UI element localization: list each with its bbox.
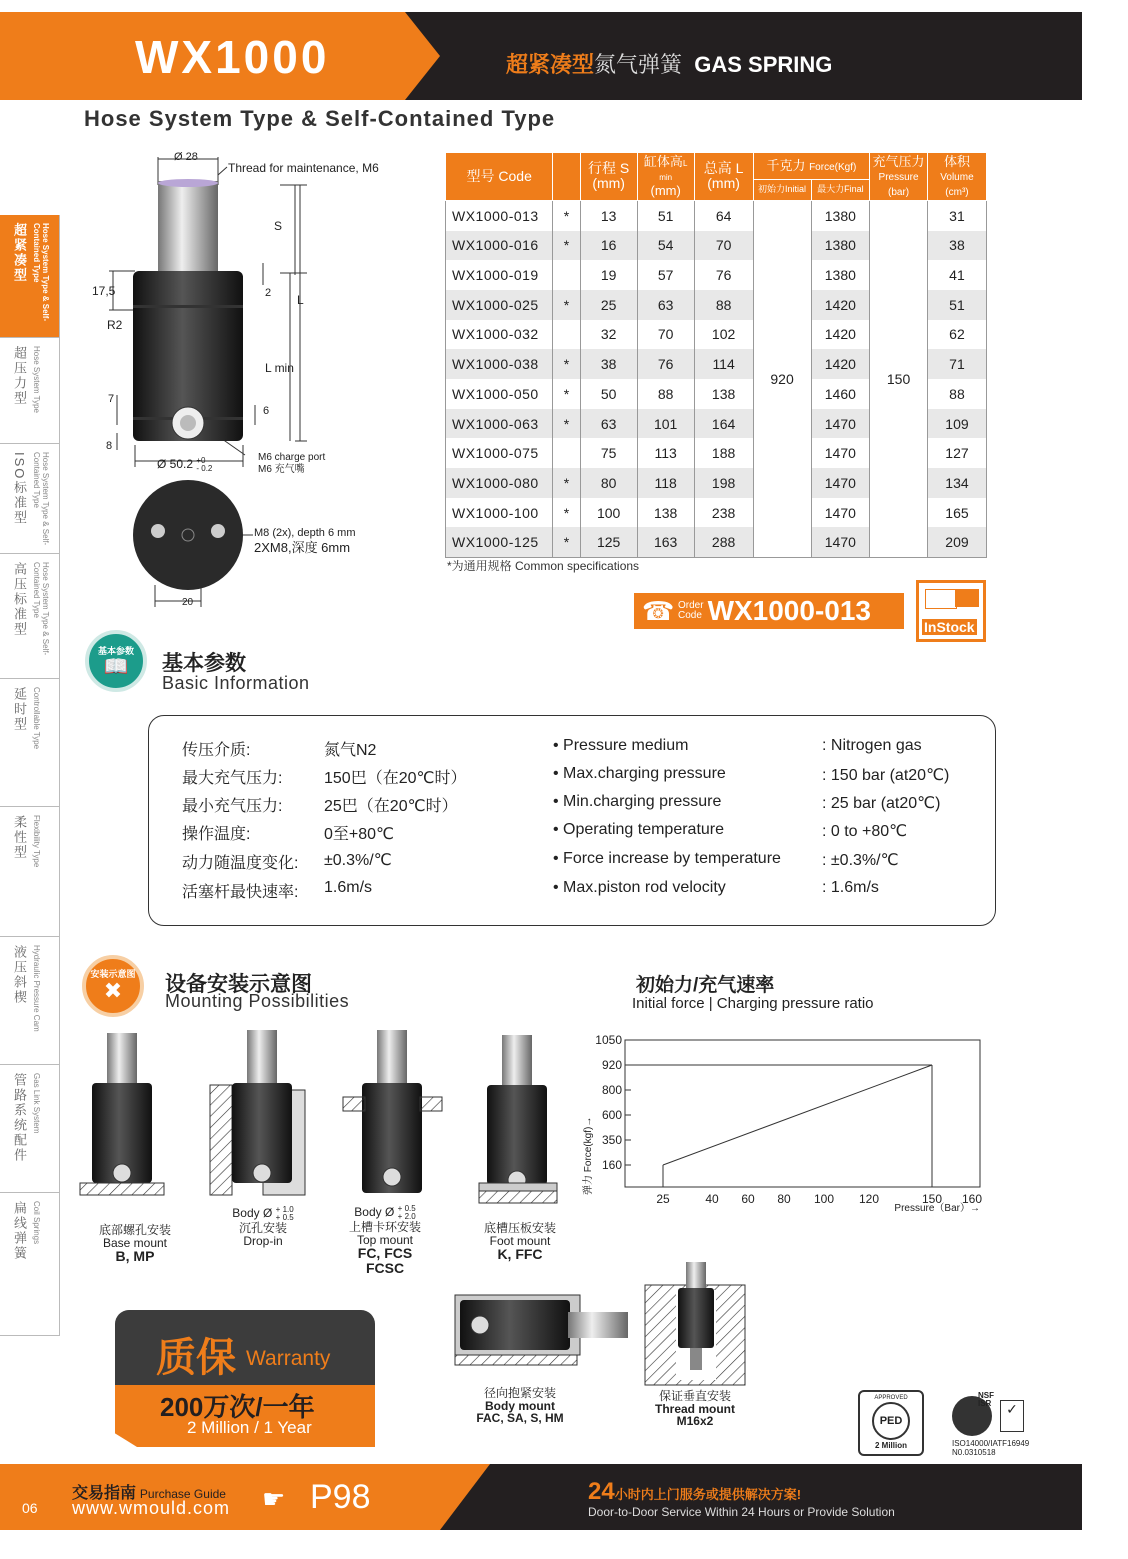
subtitle-cn1: 超紧凑型 bbox=[506, 52, 595, 77]
dim-diameter-50 bbox=[157, 457, 212, 473]
guide-en: Purchase Guide bbox=[139, 1487, 226, 1501]
info-label-en: • Pressure medium bbox=[553, 737, 689, 754]
y-tick-label: 350 bbox=[601, 1133, 622, 1147]
th-volume-label: 体积 bbox=[943, 154, 970, 169]
info-label-cn: 最小充气压力: bbox=[182, 798, 283, 815]
mount-base bbox=[80, 1224, 190, 1264]
initial-force-chart bbox=[575, 1020, 995, 1220]
cell-stroke: 25 bbox=[580, 290, 637, 320]
cell-length: 114 bbox=[694, 349, 753, 379]
cell-star: * bbox=[553, 200, 580, 230]
cell-stroke: 80 bbox=[580, 468, 637, 498]
cell-code: WX1000-100 bbox=[446, 498, 553, 528]
info-value-en: : 150 bar (at20℃) bbox=[822, 767, 950, 784]
ped-approved: APPROVED bbox=[874, 1395, 908, 1401]
m8-en: M8 (2x), depth 6 mm bbox=[254, 527, 356, 539]
th-force bbox=[753, 153, 870, 180]
dim-7: 7 bbox=[108, 393, 115, 405]
y-tick-label: 160 bbox=[601, 1158, 622, 1172]
pointing-hand-icon: ☛ bbox=[262, 1484, 286, 1514]
warranty-term-cn: 200万次/一年 bbox=[160, 1392, 315, 1422]
cell-code: WX1000-080 bbox=[446, 468, 553, 498]
cell-code: WX1000-016 bbox=[446, 231, 553, 261]
mount-en: Foot mount bbox=[489, 1233, 551, 1248]
cell-length: 76 bbox=[694, 260, 753, 290]
mounting-illustrations-2 bbox=[450, 1260, 750, 1390]
info-label-cn: 活塞杆最快速率: bbox=[182, 884, 299, 901]
mount-en: Base mount bbox=[102, 1235, 168, 1250]
dim-d50-value: Ø 50.2 bbox=[157, 457, 194, 472]
y-tick-label: 600 bbox=[601, 1108, 622, 1122]
product-title: WX1000 bbox=[135, 31, 330, 83]
cell-length: 138 bbox=[694, 379, 753, 409]
mount-en: Drop-in bbox=[243, 1233, 283, 1248]
cell-stroke: 63 bbox=[580, 409, 637, 439]
th-pressure-unit: (bar) bbox=[887, 186, 910, 198]
mount-tol-down: + 0.5 bbox=[275, 1213, 294, 1222]
chart-title: 初始力/充气速率 bbox=[636, 975, 775, 996]
y-tick-label: 800 bbox=[601, 1083, 622, 1097]
sidebar-label: 延时型 bbox=[12, 687, 27, 732]
order-label: Order bbox=[678, 600, 704, 611]
cell-stroke: 75 bbox=[580, 438, 637, 468]
cell-final: 1380 bbox=[811, 231, 870, 261]
dim-length-lmin: L min bbox=[265, 361, 294, 375]
warranty-banner bbox=[115, 1310, 375, 1388]
sidebar-item-flexibility[interactable] bbox=[0, 807, 60, 937]
th-pressure-en: Pressure bbox=[878, 172, 919, 184]
dim-r2: R2 bbox=[107, 318, 123, 332]
common-spec-note: *为通用规格 Common specifications bbox=[447, 559, 640, 573]
cell-volume: 38 bbox=[927, 231, 986, 261]
ukas-check-icon: ✓ bbox=[1000, 1400, 1024, 1432]
cell-lmin: 113 bbox=[637, 438, 694, 468]
cell-length: 238 bbox=[694, 498, 753, 528]
service-hours: 24 bbox=[588, 1478, 615, 1505]
warranty-cn: 质保 bbox=[156, 1336, 236, 1380]
mounting-illustrations bbox=[75, 1025, 595, 1210]
cell-lmin: 70 bbox=[637, 320, 694, 350]
cell-pressure: 150 bbox=[870, 200, 928, 557]
page-subtitle: Hose System Type & Self-Contained Type bbox=[84, 106, 556, 131]
cell-length: 88 bbox=[694, 290, 753, 320]
mount-code: FC, FCS bbox=[357, 1245, 413, 1262]
info-value-cn: 25巴（在20℃时） bbox=[324, 798, 458, 815]
sidebar-item-controllable[interactable] bbox=[0, 679, 60, 807]
cell-volume: 62 bbox=[927, 320, 986, 350]
cell-volume: 109 bbox=[927, 409, 986, 439]
spec-table bbox=[445, 152, 987, 558]
cell-code: WX1000-025 bbox=[446, 290, 553, 320]
cell-lmin: 88 bbox=[637, 379, 694, 409]
cell-volume: 209 bbox=[927, 527, 986, 557]
info-value-en: : 1.6m/s bbox=[822, 879, 879, 896]
cell-final: 1460 bbox=[811, 379, 870, 409]
in-stock-label: InStock bbox=[924, 619, 975, 635]
info-value-cn: 氮气N2 bbox=[324, 742, 377, 759]
sidebar-label: 液压斜楔 bbox=[12, 945, 27, 1005]
x-tick-label: 25 bbox=[656, 1192, 670, 1206]
th-force-label: 千克力 bbox=[766, 157, 806, 173]
basic-info-badge bbox=[85, 630, 147, 692]
mount-top bbox=[335, 1205, 435, 1276]
cell-final: 1420 bbox=[811, 290, 870, 320]
subtitle-en: GAS SPRING bbox=[694, 52, 833, 77]
code-label: Code bbox=[678, 610, 702, 621]
mount-foot bbox=[470, 1222, 570, 1262]
sidebar-label-en: Hose System Type & Self-Contained Type bbox=[32, 562, 50, 656]
warranty-en: Warranty bbox=[246, 1347, 331, 1370]
sidebar-item-iso-standard[interactable] bbox=[0, 444, 60, 554]
info-label-en: • Operating temperature bbox=[553, 821, 725, 838]
cell-length: 64 bbox=[694, 200, 753, 230]
info-label-cn: 最大充气压力: bbox=[182, 770, 283, 787]
th-lmin-unit: (mm) bbox=[650, 182, 681, 198]
mount-cn: 上槽卡环安装 bbox=[348, 1220, 421, 1234]
th-lmin-label: 缸体高 bbox=[643, 154, 683, 169]
in-stock-badge bbox=[916, 580, 986, 642]
dim-20: 20 bbox=[182, 597, 194, 608]
th-length bbox=[694, 153, 753, 201]
cell-final: 1420 bbox=[811, 349, 870, 379]
cell-length: 288 bbox=[694, 527, 753, 557]
mount-cn: 径向抱紧安装 bbox=[483, 1386, 556, 1400]
tol-down: - 0.2 bbox=[196, 464, 213, 473]
product-subtitle bbox=[506, 48, 832, 79]
mount-en: Thread mount bbox=[655, 1401, 735, 1416]
x-tick-label: 150 bbox=[921, 1192, 943, 1206]
sidebar-label: 超压力型 bbox=[12, 346, 27, 406]
mounting-badge-text: 安装示意图 bbox=[90, 969, 136, 979]
info-value-cn: 150巴（在20℃时） bbox=[324, 770, 467, 787]
info-value-en: : 0 to +80℃ bbox=[822, 823, 908, 840]
cell-star: * bbox=[553, 379, 580, 409]
x-axis-label: Pressure（Bar）→ bbox=[894, 1203, 980, 1214]
mount-body: Body Ø bbox=[354, 1205, 395, 1220]
phone-icon: ☎ bbox=[642, 596, 675, 626]
sidebar-item-gas-link[interactable] bbox=[0, 1065, 60, 1193]
y-tick-label: 1050 bbox=[595, 1033, 622, 1047]
cell-length: 188 bbox=[694, 438, 753, 468]
x-tick-label: 40 bbox=[705, 1192, 719, 1206]
info-label-cn: 传压介质: bbox=[182, 742, 251, 759]
info-value-en: : 25 bar (at20℃) bbox=[822, 795, 941, 812]
sidebar-label: 高压标准型 bbox=[12, 562, 27, 637]
cell-lmin: 57 bbox=[637, 260, 694, 290]
sidebar-label-en: Coil Springs bbox=[32, 1201, 41, 1245]
x-tick-label: 100 bbox=[813, 1192, 835, 1206]
cell-stroke: 125 bbox=[580, 527, 637, 557]
m8-label bbox=[254, 527, 355, 556]
cell-code: WX1000-063 bbox=[446, 409, 553, 439]
mount-cn: 底部螺孔安装 bbox=[98, 1223, 171, 1237]
nsf-text: NSF bbox=[978, 1391, 994, 1400]
mounting-badge bbox=[82, 955, 144, 1017]
th-volume bbox=[927, 153, 986, 201]
cell-final: 1470 bbox=[811, 468, 870, 498]
sidebar-label-en: Controllable Type bbox=[32, 687, 41, 750]
sidebar-label-en: Hydraulic Pressure Cam bbox=[32, 945, 41, 1032]
info-value-cn: 1.6m/s bbox=[324, 879, 373, 896]
dim-17-5: 17,5 bbox=[92, 284, 116, 298]
cell-volume: 31 bbox=[927, 200, 986, 230]
cell-code: WX1000-013 bbox=[446, 200, 553, 230]
cell-volume: 165 bbox=[927, 498, 986, 528]
basic-title-en: Basic Information bbox=[162, 673, 310, 693]
sidebar-item-hydraulic-cam[interactable] bbox=[0, 937, 60, 1065]
sidebar-label: 超紧凑型 bbox=[12, 223, 27, 283]
th-pressure bbox=[870, 153, 928, 201]
mounting-title-en: Mounting Possibilities bbox=[165, 991, 350, 1011]
iso-standard: ISO14000/IATF16949 bbox=[952, 1439, 1030, 1448]
th-pressure-label: 充气压力 bbox=[872, 154, 925, 169]
page-number: 06 bbox=[22, 1500, 38, 1516]
isr-text: ISR bbox=[978, 1399, 992, 1408]
mount-en: Body mount bbox=[485, 1398, 555, 1413]
cell-length: 70 bbox=[694, 231, 753, 261]
order-code-label bbox=[678, 601, 704, 621]
cell-stroke: 100 bbox=[580, 498, 637, 528]
x-tick-label: 60 bbox=[741, 1192, 755, 1206]
cell-code: WX1000-075 bbox=[446, 438, 553, 468]
cell-final: 1470 bbox=[811, 498, 870, 528]
th-final: 最大力Final bbox=[811, 180, 870, 201]
mount-en: Top mount bbox=[356, 1232, 414, 1247]
info-label-en: • Max.piston rod velocity bbox=[553, 879, 726, 896]
sidebar-label: 管路系统配件 bbox=[12, 1073, 27, 1163]
mount-cn: 沉孔安装 bbox=[238, 1221, 287, 1235]
m8-cn: 2XM8,深度 6mm bbox=[254, 540, 351, 556]
y-axis-label: 弹力 Force(kgf)→ bbox=[583, 1116, 594, 1195]
cell-volume: 88 bbox=[927, 379, 986, 409]
charge-en: M6 charge port bbox=[258, 452, 326, 463]
wrench-icon: ✖ bbox=[103, 978, 123, 1003]
page-ref[interactable]: P98 bbox=[310, 1478, 371, 1516]
mount-body bbox=[470, 1387, 570, 1425]
dim-diameter-28: Ø 28 bbox=[174, 151, 198, 163]
dim-2: 2 bbox=[265, 287, 272, 299]
y-tick-label: 920 bbox=[601, 1058, 622, 1072]
cell-length: 164 bbox=[694, 409, 753, 439]
info-value-cn: 0至+80℃ bbox=[324, 826, 395, 843]
cell-stroke: 16 bbox=[580, 231, 637, 261]
cell-length: 102 bbox=[694, 320, 753, 350]
mount-cn: 底槽压板安装 bbox=[483, 1221, 556, 1235]
chart-subtitle: Initial force | Charging pressure ratio bbox=[632, 995, 874, 1012]
service-cn bbox=[588, 1478, 801, 1506]
mounting-title-cn: 设备安装示意图 bbox=[165, 973, 312, 996]
cell-star bbox=[553, 320, 580, 350]
mount-code2: FCSC bbox=[365, 1259, 405, 1276]
cell-final: 1380 bbox=[811, 260, 870, 290]
cell-length: 198 bbox=[694, 468, 753, 498]
mount-code: M16x2 bbox=[676, 1414, 714, 1429]
cell-stroke: 19 bbox=[580, 260, 637, 290]
cell-lmin: 118 bbox=[637, 468, 694, 498]
table-row bbox=[446, 200, 987, 230]
cell-lmin: 51 bbox=[637, 200, 694, 230]
cell-lmin: 138 bbox=[637, 498, 694, 528]
order-code-box bbox=[634, 593, 904, 629]
book-icon: 📖 bbox=[103, 656, 129, 678]
ped-2million: 2 Million bbox=[875, 1441, 907, 1450]
charge-port-label bbox=[258, 452, 325, 475]
th-lmin bbox=[637, 153, 694, 201]
cell-final: 1470 bbox=[811, 409, 870, 439]
basic-badge-text: 基本参数 bbox=[97, 646, 134, 656]
cell-star: * bbox=[553, 527, 580, 557]
charge-cn: M6 充气嘴 bbox=[258, 463, 305, 475]
mount-tol-down: + 2.0 bbox=[397, 1212, 416, 1221]
stock-box-icon bbox=[955, 589, 979, 607]
sidebar-label: 柔性型 bbox=[12, 815, 27, 860]
th-length-unit: (mm) bbox=[707, 175, 740, 192]
cell-volume: 51 bbox=[927, 290, 986, 320]
cell-star: * bbox=[553, 498, 580, 528]
th-stroke bbox=[580, 153, 637, 201]
sidebar-label-en: Hose System Type & Self-Contained Type bbox=[32, 223, 50, 322]
ped-seal: PED bbox=[872, 1402, 910, 1440]
series-line bbox=[663, 1065, 932, 1165]
subtitle-cn2: 氮气弹簧 bbox=[594, 52, 683, 77]
order-code-value: WX1000-013 bbox=[707, 595, 871, 626]
th-length-label: 总高 L bbox=[703, 160, 744, 177]
info-label-en: • Force increase by temperature bbox=[553, 850, 781, 867]
mount-drop-in bbox=[213, 1206, 313, 1247]
cell-volume: 134 bbox=[927, 468, 986, 498]
info-value-en: : ±0.3%/℃ bbox=[822, 852, 899, 869]
sidebar-item-high-pressure[interactable] bbox=[0, 554, 60, 679]
mount-code: B, MP bbox=[115, 1248, 155, 1265]
th-stroke-unit: (mm) bbox=[592, 175, 625, 192]
cell-initial: 920 bbox=[753, 200, 811, 557]
info-label-cn: 动力随温度变化: bbox=[182, 855, 299, 872]
th-stroke-label: 行程 S bbox=[588, 160, 630, 177]
cell-final: 1470 bbox=[811, 527, 870, 557]
dim-6: 6 bbox=[263, 405, 270, 417]
cell-lmin: 63 bbox=[637, 290, 694, 320]
cell-stroke: 38 bbox=[580, 349, 637, 379]
th-lmin-l: L min bbox=[659, 159, 688, 183]
mount-code: FAC, SA, S, HM bbox=[476, 1411, 564, 1426]
th-volume-en: Volume bbox=[940, 172, 974, 184]
sidebar-label-en: Gas Link System bbox=[32, 1073, 41, 1134]
info-value-en: : Nitrogen gas bbox=[822, 737, 922, 754]
ped-cert bbox=[858, 1390, 924, 1456]
mount-cn: 保证垂直安装 bbox=[658, 1389, 731, 1403]
cell-final: 1470 bbox=[811, 438, 870, 468]
cell-code: WX1000-019 bbox=[446, 260, 553, 290]
iso-text bbox=[952, 1439, 1029, 1457]
cell-code: WX1000-032 bbox=[446, 320, 553, 350]
dim-8: 8 bbox=[106, 440, 113, 452]
cell-code: WX1000-038 bbox=[446, 349, 553, 379]
info-label-en: • Min.charging pressure bbox=[553, 793, 722, 810]
th-force-unit: Force(Kgf) bbox=[809, 161, 857, 173]
th-star bbox=[553, 153, 580, 201]
basic-title-cn: 基本参数 bbox=[162, 652, 246, 675]
iso-number: N0.0310518 bbox=[952, 1448, 996, 1457]
sidebar-label-en: Hose System Type & Self-Contained Type bbox=[32, 452, 50, 546]
cell-lmin: 54 bbox=[637, 231, 694, 261]
stock-box-icon bbox=[925, 589, 957, 609]
mount-tol-up: + 1.0 bbox=[275, 1205, 294, 1214]
warranty-term-en: 2 Million / 1 Year bbox=[187, 1418, 312, 1437]
th-initial: 初始力Initial bbox=[753, 180, 811, 201]
tol-up: +0 bbox=[196, 456, 206, 465]
info-label-cn: 操作温度: bbox=[182, 826, 251, 843]
cell-stroke: 13 bbox=[580, 200, 637, 230]
cell-stroke: 50 bbox=[580, 379, 637, 409]
sidebar-item-super-pressure[interactable] bbox=[0, 338, 60, 444]
th-code: 型号 Code bbox=[446, 153, 553, 201]
info-value-cn: ±0.3%/℃ bbox=[324, 852, 392, 869]
cell-volume: 41 bbox=[927, 260, 986, 290]
iso-cert bbox=[952, 1392, 1032, 1438]
cell-star: * bbox=[553, 409, 580, 439]
cell-stroke: 32 bbox=[580, 320, 637, 350]
x-tick-label: 120 bbox=[858, 1192, 880, 1206]
cell-final: 1380 bbox=[811, 200, 870, 230]
sidebar-label: ISO标准型 bbox=[12, 452, 27, 526]
sidebar-item-coil-springs[interactable] bbox=[0, 1193, 60, 1336]
x-tick-label: 80 bbox=[777, 1192, 791, 1206]
sidebar-label-en: Hose System Type bbox=[32, 346, 41, 413]
cell-star: * bbox=[553, 468, 580, 498]
cell-star bbox=[553, 438, 580, 468]
guide-cn: 交易指南 bbox=[72, 1485, 137, 1502]
cell-code: WX1000-050 bbox=[446, 379, 553, 409]
nsf-label bbox=[978, 1392, 994, 1408]
cell-star: * bbox=[553, 290, 580, 320]
mount-code: K, FFC bbox=[497, 1246, 543, 1263]
cell-star bbox=[553, 260, 580, 290]
cell-lmin: 76 bbox=[637, 349, 694, 379]
x-tick-label: 160 bbox=[961, 1192, 983, 1206]
th-volume-unit: (cm³) bbox=[945, 186, 969, 198]
cell-volume: 127 bbox=[927, 438, 986, 468]
service-text: 小时内上门服务或提供解决方案! bbox=[614, 1487, 802, 1502]
cell-star: * bbox=[553, 349, 580, 379]
cell-final: 1420 bbox=[811, 320, 870, 350]
cell-lmin: 101 bbox=[637, 409, 694, 439]
info-label-en: • Max.charging pressure bbox=[553, 765, 726, 782]
dim-stroke-s: S bbox=[274, 219, 283, 233]
dim-length-l: L bbox=[297, 293, 304, 307]
sidebar-label-en: Flexibility Type bbox=[32, 815, 41, 868]
cell-code: WX1000-125 bbox=[446, 527, 553, 557]
mount-tol-up: + 0.5 bbox=[397, 1204, 416, 1213]
cell-star: * bbox=[553, 231, 580, 261]
website-link[interactable]: www.wmould.com bbox=[72, 1498, 231, 1518]
service-en: Door-to-Door Service Within 24 Hours or Provide Solution bbox=[588, 1505, 895, 1519]
mount-thread bbox=[645, 1390, 745, 1428]
cell-volume: 71 bbox=[927, 349, 986, 379]
mount-body: Body Ø bbox=[232, 1206, 273, 1221]
cell-lmin: 163 bbox=[637, 527, 694, 557]
sidebar-label: 扁线弹簧 bbox=[12, 1201, 27, 1261]
sidebar-item-ultra-compact[interactable] bbox=[0, 215, 60, 338]
dim-thread-label: Thread for maintenance, M6 bbox=[228, 161, 379, 175]
